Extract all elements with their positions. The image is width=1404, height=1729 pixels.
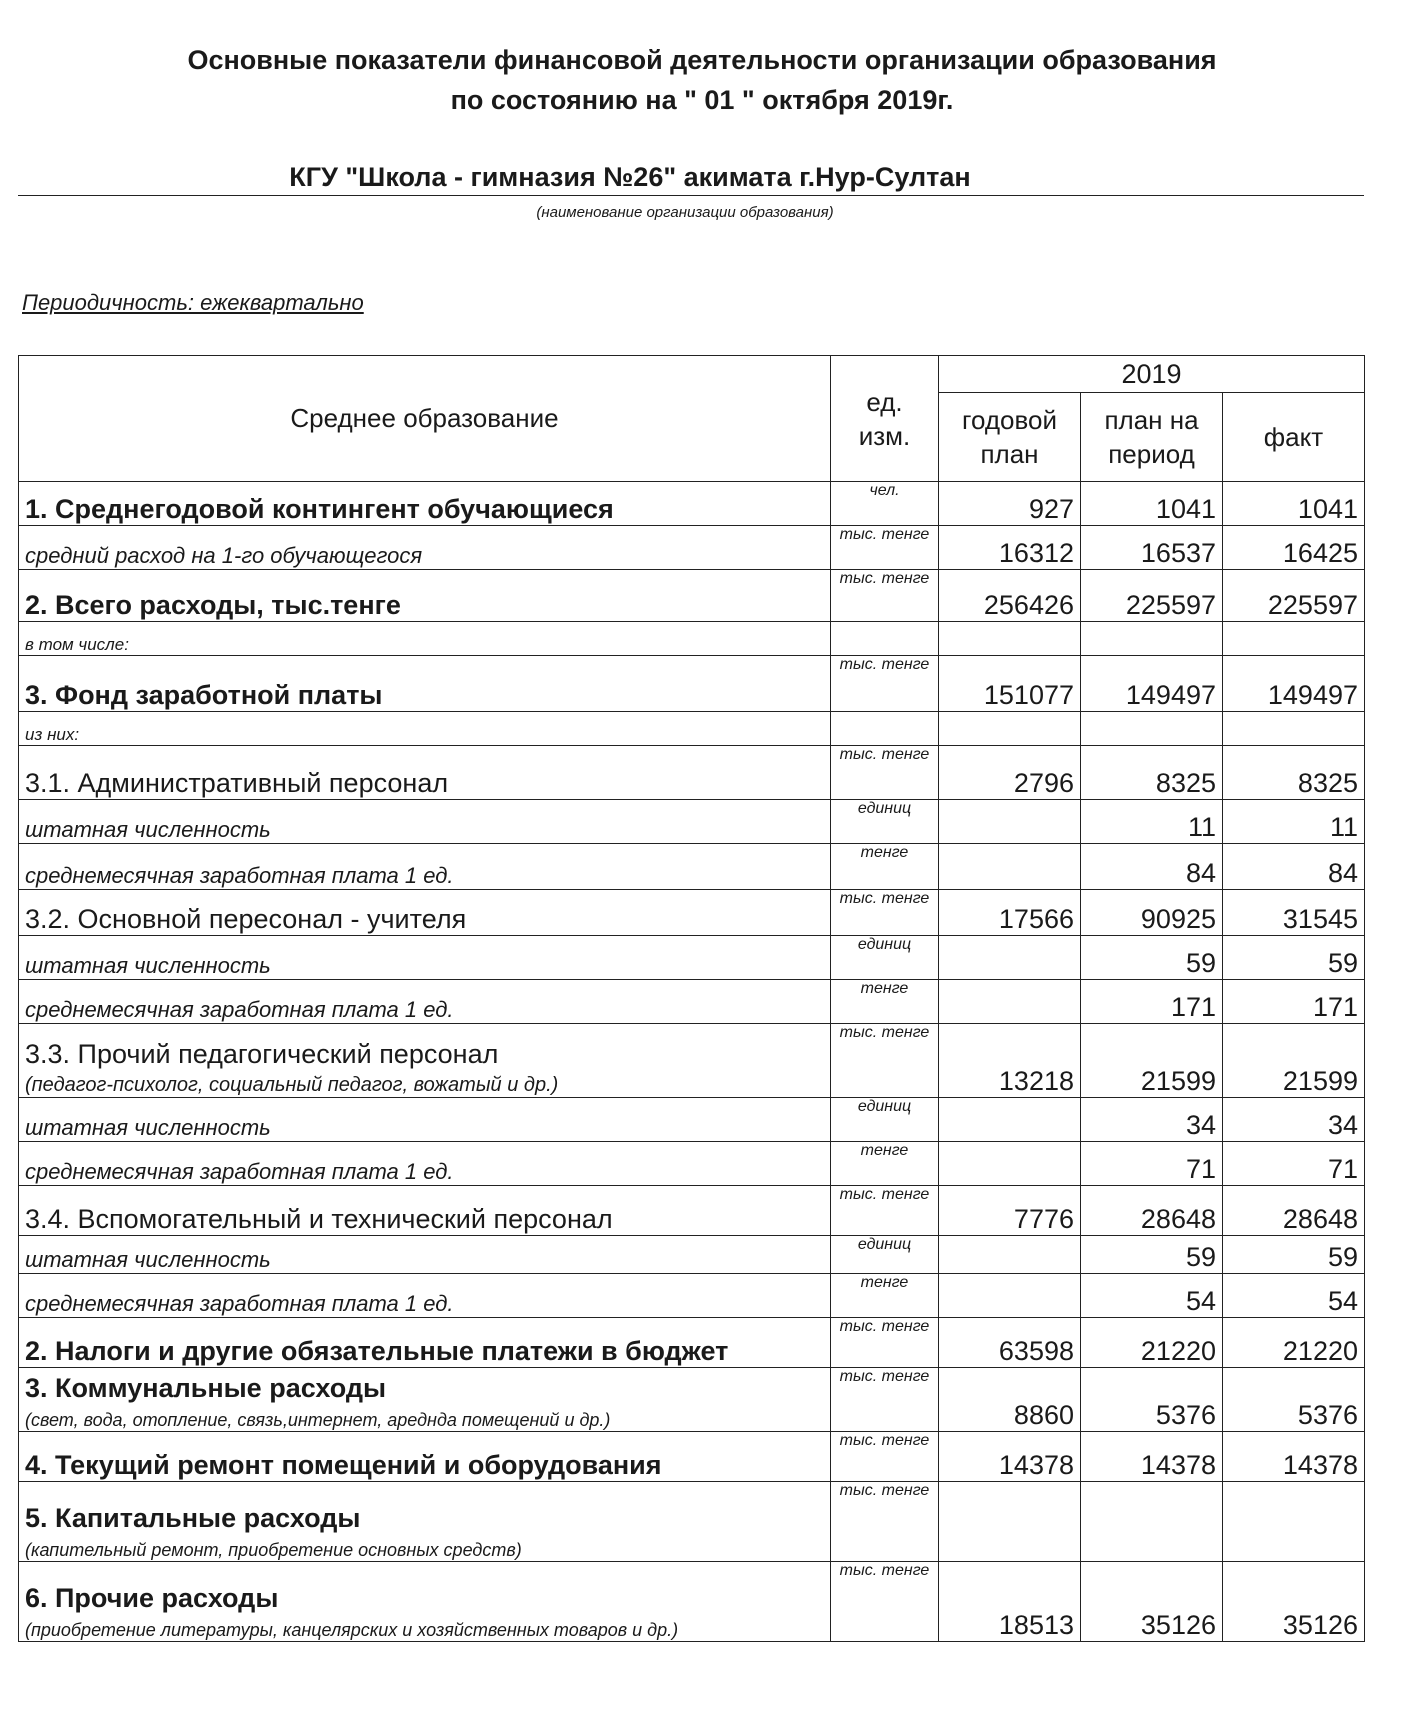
header-year: 2019 [939,356,1365,393]
row-actual: 225597 [1223,570,1365,622]
row-actual [1223,622,1365,656]
table-row [19,656,1365,712]
row-annual-plan [939,936,1081,980]
row-actual: 11 [1223,800,1365,844]
row-actual: 5376 [1223,1368,1365,1432]
table-row [19,936,1365,980]
row-annual-plan: 7776 [939,1186,1081,1236]
organization-name: КГУ "Школа - гимназия №26" акимата г.Нур-Султан [289,162,971,192]
row-name: штатная численность [19,936,831,980]
table-row [19,800,1365,844]
row-unit [831,622,939,656]
row-period-plan: 28648 [1081,1186,1223,1236]
row-period-plan: 16537 [1081,526,1223,570]
row-name: в том числе: [19,622,831,656]
row-unit: тыс. тенге [831,1186,939,1236]
row-annual-plan [939,844,1081,890]
row-period-plan: 225597 [1081,570,1223,622]
row-name: 2. Налоги и другие обязательные платежи в бюджет [19,1318,831,1368]
row-name: 3. Фонд заработной платы [19,656,831,712]
table-row [19,622,1365,656]
row-period-plan: 11 [1081,800,1223,844]
row-unit: тыс. тенге [831,656,939,712]
document-title-line1: Основные показатели финансовой деятельности организации образования [187,45,1217,75]
row-unit: тенге [831,844,939,890]
row-period-plan: 54 [1081,1274,1223,1318]
row-actual: 21599 [1223,1024,1365,1098]
table-row [19,712,1365,746]
row-annual-plan [939,1482,1081,1562]
row-period-plan: 5376 [1081,1368,1223,1432]
row-annual-plan: 16312 [939,526,1081,570]
row-period-plan: 59 [1081,1236,1223,1274]
row-period-plan: 21220 [1081,1318,1223,1368]
row-unit: тыс. тенге [831,526,939,570]
row-period-plan: 14378 [1081,1432,1223,1482]
row-actual: 35126 [1223,1562,1365,1642]
row-annual-plan [939,712,1081,746]
row-annual-plan: 18513 [939,1562,1081,1642]
row-unit: чел. [831,482,939,526]
row-unit: единиц [831,800,939,844]
row-unit: тыс. тенге [831,570,939,622]
row-annual-plan: 927 [939,482,1081,526]
row-name: 5. Капитальные расходы (капительный ремонт, приобретение основных средств) [19,1482,831,1562]
table-row [19,1274,1365,1318]
table-row [19,1236,1365,1274]
row-annual-plan [939,800,1081,844]
row-unit: тыс. тенге [831,746,939,800]
table-row [19,1098,1365,1142]
row-name: средний расход на 1-го обучающегося [19,526,831,570]
header-actual: факт [1223,393,1365,482]
row-annual-plan: 8860 [939,1368,1081,1432]
row-unit: тенге [831,1142,939,1186]
table-row [19,1186,1365,1236]
row-actual: 21220 [1223,1318,1365,1368]
row-annual-plan: 256426 [939,570,1081,622]
row-annual-plan: 63598 [939,1318,1081,1368]
header-name: Среднее образование [19,356,831,482]
row-name: среднемесячная заработная плата 1 ед. [19,1274,831,1318]
row-period-plan: 171 [1081,980,1223,1024]
row-period-plan [1081,712,1223,746]
table-row [19,1318,1365,1368]
row-unit [831,712,939,746]
row-period-plan: 35126 [1081,1562,1223,1642]
table-row [19,1482,1365,1562]
row-name: 2. Всего расходы, тыс.тенге [19,570,831,622]
row-unit: тенге [831,1274,939,1318]
row-actual: 54 [1223,1274,1365,1318]
row-period-plan: 90925 [1081,890,1223,936]
row-annual-plan [939,622,1081,656]
row-name: штатная численность [19,1098,831,1142]
row-period-plan: 59 [1081,936,1223,980]
row-unit: тыс. тенге [831,1432,939,1482]
row-actual: 171 [1223,980,1365,1024]
row-unit: единиц [831,1236,939,1274]
table-row [19,526,1365,570]
row-name: 3.1. Административный персонал [19,746,831,800]
row-unit: единиц [831,1098,939,1142]
row-name: 3.4. Вспомогательный и технический персонал [19,1186,831,1236]
row-unit: тыс. тенге [831,890,939,936]
table-row [19,1368,1365,1432]
row-period-plan [1081,622,1223,656]
row-actual: 31545 [1223,890,1365,936]
table-row [19,890,1365,936]
financial-indicators-table [18,355,1365,1642]
row-name: 3.2. Основной пересонал - учителя [19,890,831,936]
organization-underline [18,195,1364,196]
header-unit: ед. изм. [831,356,939,482]
row-name: из них: [19,712,831,746]
row-name: среднемесячная заработная плата 1 ед. [19,980,831,1024]
row-actual: 59 [1223,936,1365,980]
row-name: 3.3. Прочий педагогический персонал (педагог-психолог, социальный педагог, вожатый и др.) [19,1024,831,1098]
row-actual: 8325 [1223,746,1365,800]
row-unit: тыс. тенге [831,1318,939,1368]
row-unit: тенге [831,980,939,1024]
table-body [19,482,1365,1642]
table-row [19,1562,1365,1642]
row-actual: 16425 [1223,526,1365,570]
table-row [19,980,1365,1024]
row-annual-plan: 2796 [939,746,1081,800]
row-annual-plan: 151077 [939,656,1081,712]
row-name: 6. Прочие расходы (приобретение литературы, канцелярских и хозяйственных товаров и др.) [19,1562,831,1642]
row-annual-plan: 14378 [939,1432,1081,1482]
row-period-plan: 71 [1081,1142,1223,1186]
row-unit: тыс. тенге [831,1024,939,1098]
row-unit: тыс. тенге [831,1482,939,1562]
header-row-year [19,356,1365,393]
row-annual-plan [939,1142,1081,1186]
row-actual [1223,1482,1365,1562]
row-name: штатная численность [19,800,831,844]
table-row [19,1432,1365,1482]
row-annual-plan [939,980,1081,1024]
row-annual-plan: 17566 [939,890,1081,936]
document-title-line2: по состоянию на " 01 " октября 2019г. [450,85,954,115]
row-unit: единиц [831,936,939,980]
table-row [19,1142,1365,1186]
row-actual: 14378 [1223,1432,1365,1482]
row-period-plan: 149497 [1081,656,1223,712]
row-unit: тыс. тенге [831,1368,939,1432]
row-name: 3. Коммунальные расходы (свет, вода, отопление, связь,интернет, ареднда помещений и др.) [19,1368,831,1432]
row-name: среднемесячная заработная плата 1 ед. [19,1142,831,1186]
row-actual: 59 [1223,1236,1365,1274]
row-actual: 71 [1223,1142,1365,1186]
periodicity-label: Периодичность: ежеквартально [22,290,364,315]
row-name: 4. Текущий ремонт помещений и оборудования [19,1432,831,1482]
row-actual: 28648 [1223,1186,1365,1236]
row-period-plan: 34 [1081,1098,1223,1142]
table-row [19,482,1365,526]
table-row [19,746,1365,800]
table-row [19,570,1365,622]
row-actual: 1041 [1223,482,1365,526]
row-actual: 34 [1223,1098,1365,1142]
row-period-plan: 1041 [1081,482,1223,526]
row-actual: 149497 [1223,656,1365,712]
row-annual-plan [939,1098,1081,1142]
row-annual-plan [939,1236,1081,1274]
row-name: 1. Среднегодовой контингент обучающиеся [19,482,831,526]
row-annual-plan [939,1274,1081,1318]
row-name: среднемесячная заработная плата 1 ед. [19,844,831,890]
row-period-plan: 21599 [1081,1024,1223,1098]
row-annual-plan: 13218 [939,1024,1081,1098]
table-row [19,1024,1365,1098]
row-actual [1223,712,1365,746]
header-period-plan: план на период [1081,393,1223,482]
table-row [19,844,1365,890]
header-annual-plan: годовой план [939,393,1081,482]
row-unit: тыс. тенге [831,1562,939,1642]
row-period-plan: 8325 [1081,746,1223,800]
organization-caption: (наименование организации образования) [536,204,834,221]
row-actual: 84 [1223,844,1365,890]
row-period-plan: 84 [1081,844,1223,890]
row-name: штатная численность [19,1236,831,1274]
row-period-plan [1081,1482,1223,1562]
